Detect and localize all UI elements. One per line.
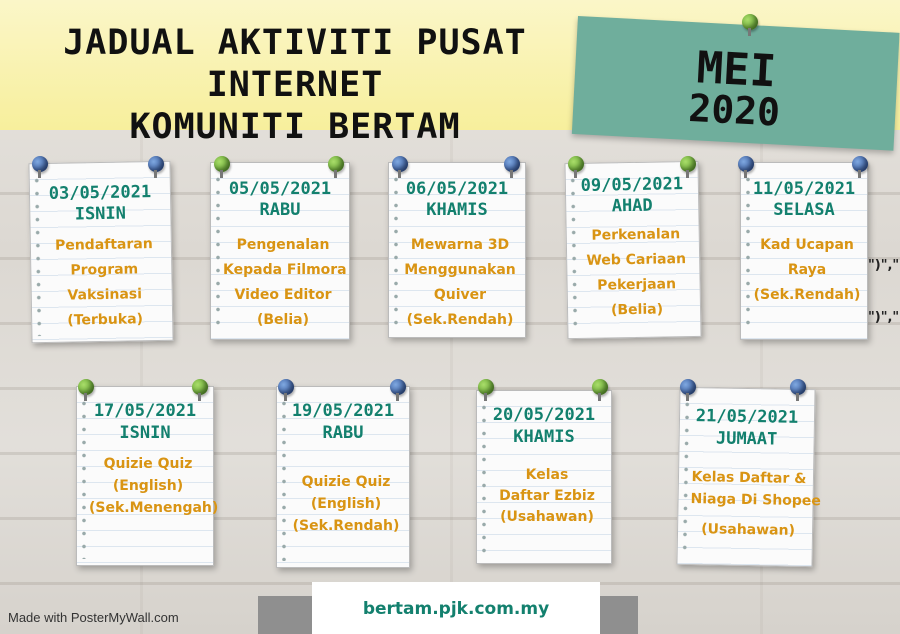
pushpin-icon <box>742 14 758 30</box>
pushpin-icon <box>568 156 584 172</box>
schedule-card <box>388 162 526 338</box>
card-date: 17/05/2021 <box>93 401 197 421</box>
activity-line: Video Editor <box>234 287 332 303</box>
activity-line: (Usahawan) <box>500 509 594 525</box>
card-date: 03/05/2021 <box>48 182 152 204</box>
card-day: ISNIN <box>119 423 171 443</box>
pushpin-icon <box>278 379 294 395</box>
pushpin-icon <box>78 379 94 395</box>
card-date: 06/05/2021 <box>405 179 509 199</box>
pushpin-icon <box>738 156 754 172</box>
card-date: 05/05/2021 <box>228 179 332 199</box>
activity-line: Mewarna 3D <box>410 237 510 253</box>
pushpin-icon <box>680 379 696 395</box>
card-day: RABU <box>322 423 364 443</box>
activity-line: Daftar Ezbiz <box>499 488 595 504</box>
card-activity <box>401 233 519 333</box>
pushpin-icon <box>680 156 696 172</box>
card-activity <box>579 222 695 324</box>
pushpin-icon <box>392 156 408 172</box>
activity-line: (Sek.Rendah) <box>292 518 400 534</box>
pushpin-icon <box>148 156 164 172</box>
notebook-rings <box>81 397 87 559</box>
card-day: ISNIN <box>74 203 127 225</box>
card-activity <box>489 465 605 528</box>
activity-line: Pekerjaan <box>597 276 677 294</box>
card-day: AHAD <box>611 195 653 217</box>
activity-line: (Belia) <box>610 301 664 319</box>
title-line-1: JADUAL AKTIVITI PUSAT INTERNET <box>63 23 527 105</box>
schedule-card <box>676 387 822 567</box>
activity-line: Vaksinasi <box>67 286 143 304</box>
pushpin-icon <box>192 379 208 395</box>
page-title <box>10 22 580 148</box>
pushpin-icon <box>32 156 48 172</box>
activity-line: Kelas <box>525 467 569 483</box>
card-activity <box>89 453 219 519</box>
card-day: KHAMIS <box>426 200 488 220</box>
activity-line: Pengenalan <box>236 237 330 253</box>
pushpin-icon <box>214 156 230 172</box>
activity-line: (Sek.Rendah) <box>406 312 514 328</box>
card-activity <box>289 471 403 537</box>
schedule-card <box>740 162 868 340</box>
month-panel <box>572 16 900 151</box>
card-activity <box>223 233 347 333</box>
card-activity <box>43 232 167 334</box>
watermark-text: Made with PosterMyWall.com <box>8 610 179 625</box>
title-line-2: KOMUNITI BERTAM <box>129 107 461 147</box>
card-activity <box>690 466 822 542</box>
activity-line: Quizie Quiz <box>103 456 193 472</box>
notebook-rings <box>281 397 287 561</box>
activity-line: Quizie Quiz <box>301 474 391 490</box>
activity-line: Menggunakan <box>404 262 516 278</box>
pushpin-icon <box>790 379 806 395</box>
pushpin-icon <box>390 379 406 395</box>
card-day: SELASA <box>773 200 835 220</box>
card-date: 19/05/2021 <box>291 401 395 421</box>
activity-line: (Belia) <box>256 312 309 328</box>
activity-line: Program <box>70 261 139 279</box>
year-label: 2020 <box>687 85 782 135</box>
activity-line: (Terbuka) <box>67 311 144 329</box>
pushpin-icon <box>478 379 494 395</box>
activity-line: Perkenalan <box>591 226 681 244</box>
activity-line: Pendaftaran <box>54 236 153 254</box>
activity-line: (Sek.Menengah) <box>89 500 219 516</box>
card-day: JUMAAT <box>715 428 778 450</box>
activity-line: Kepada Filmora <box>223 262 347 278</box>
schedule-card <box>276 386 410 568</box>
activity-line: (English) <box>112 478 184 494</box>
activity-line: (English) <box>310 496 382 512</box>
schedule-card <box>210 162 350 340</box>
activity-line: Niaga Di Shopee <box>690 491 822 510</box>
activity-line: Raya <box>787 262 827 278</box>
schedule-card <box>28 161 173 343</box>
stray-text: ")"," <box>868 258 900 273</box>
pushpin-icon <box>852 156 868 172</box>
pushpin-icon <box>328 156 344 172</box>
activity-line: Kad Ucapan <box>760 237 854 253</box>
activity-line: Kelas Daftar & <box>691 469 807 488</box>
schedule-card <box>76 386 219 566</box>
card-date: 11/05/2021 <box>752 179 856 199</box>
card-activity <box>753 233 861 308</box>
activity-line: Web Cariaan <box>586 251 687 269</box>
schedule-card <box>564 161 701 339</box>
card-date: 09/05/2021 <box>580 174 684 196</box>
stray-text: ")"," <box>868 310 900 325</box>
activity-line: (Usahawan) <box>701 521 796 539</box>
pushpin-icon <box>504 156 520 172</box>
schedule-card <box>476 390 612 564</box>
website-link[interactable]: bertam.pjk.com.my <box>362 599 550 619</box>
card-date: 21/05/2021 <box>695 406 799 428</box>
activity-line: Quiver <box>433 287 487 303</box>
card-date: 20/05/2021 <box>492 405 596 425</box>
pushpin-icon <box>592 379 608 395</box>
card-day: RABU <box>259 200 301 220</box>
activity-line: (Sek.Rendah) <box>753 287 861 303</box>
month-label: MEI <box>695 42 778 98</box>
card-day: KHAMIS <box>513 427 575 447</box>
